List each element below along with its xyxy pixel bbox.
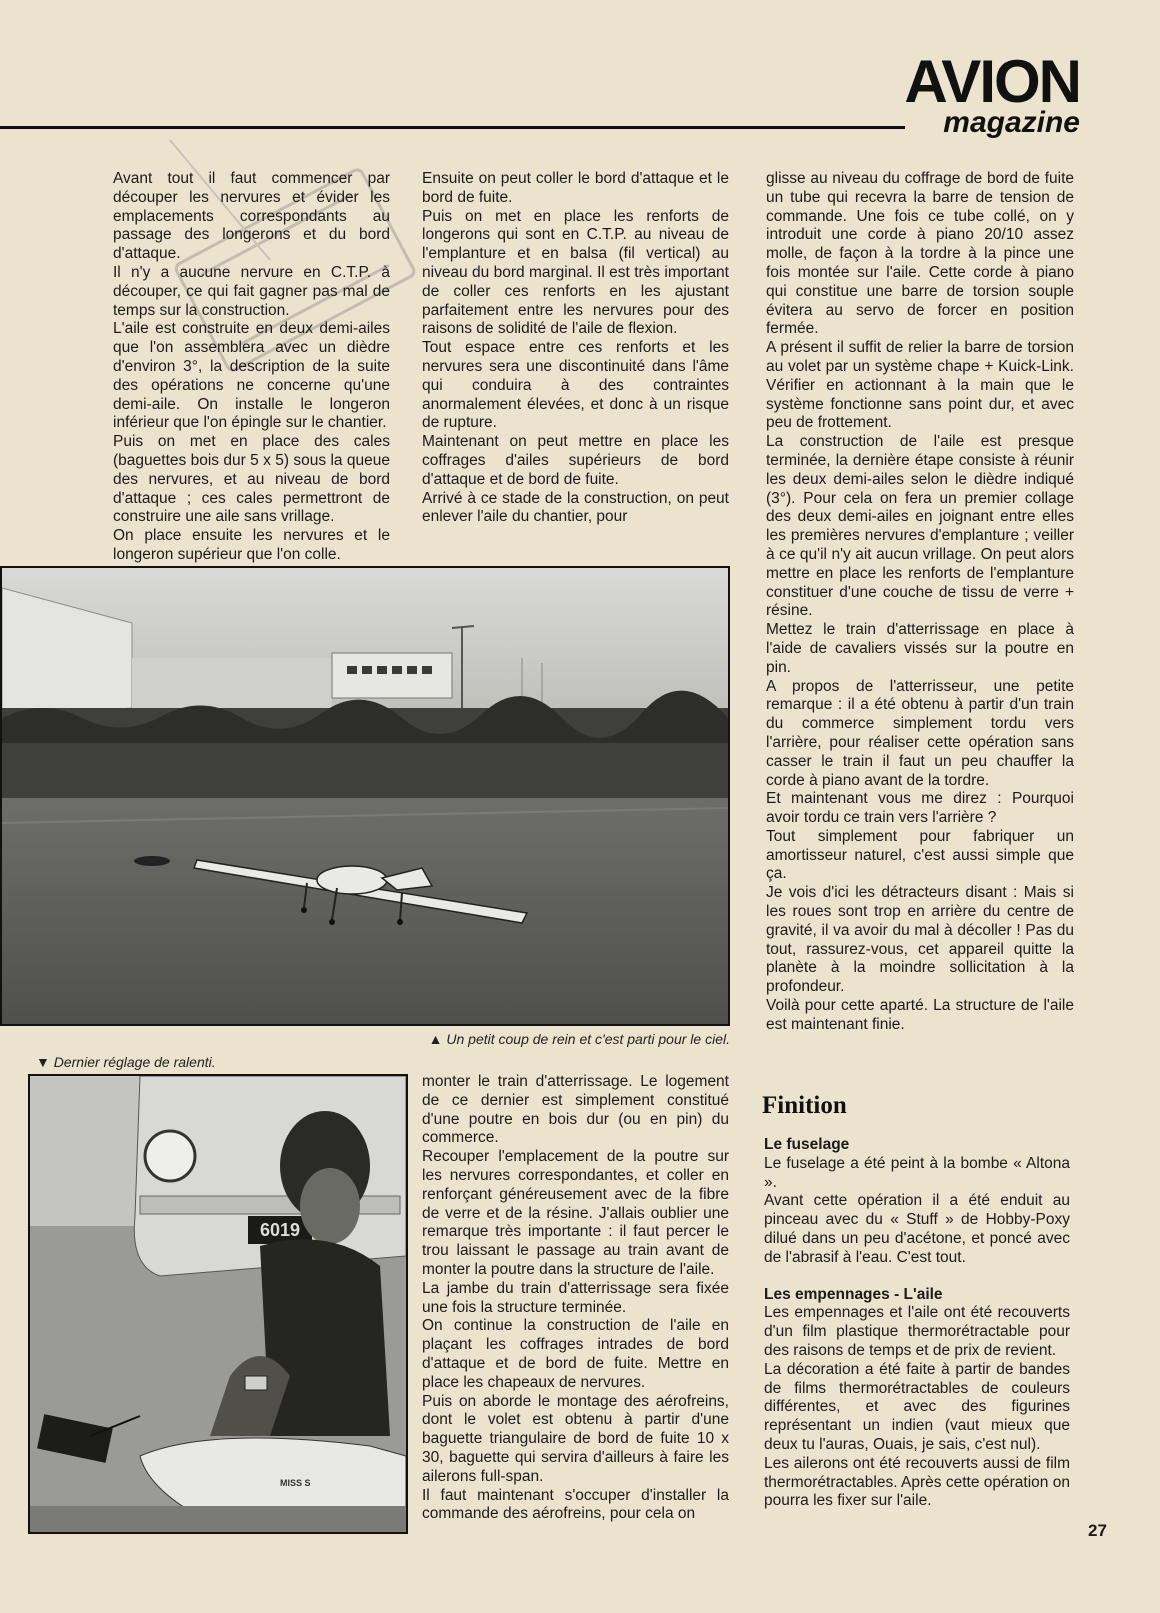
subheading-empennages: Les empennages - L'aile (764, 1285, 943, 1303)
paragraph: La décoration a été faite à partir de bandes de films thermorétractables de couleurs différentes, et avec des figurines représentant un indien (vaut mieux que deux tu l'auras, Ouais, je sais, c'est nul). (764, 1360, 1070, 1453)
paragraph: Recouper l'emplacement de la poutre sur les nervures correspondantes, et coller en renforçant généreusement avec de la fibre de verre et de la résine. J'allais oublier une remarque très importante : il faut percer le trou laissant le passage au train avant de monter la poutre dans la structure de l'aile. (422, 1148, 729, 1278)
paragraph: glisse au niveau du coffrage de bord de fuite un tube qui recevra la barre de tension de commande. Une fois ce tube collé, on y introduit une corde à piano 20/10 assez molle, de façon à la tordre à la pince une fois montée sur l'aile. Cette corde à piano qui constitue une barre de torsion souple évitera au servo de forcer en position fermée. (766, 170, 1074, 338)
text-column-3 (766, 170, 1074, 1035)
license-plate-text: 6019 (259, 1220, 301, 1240)
paragraph: Il n'y a aucune nervure en C.T.P. à découper, ce qui fait gagner pas mal de temps sur la construction. (113, 263, 390, 319)
paragraph: Voilà pour cette aparté. La structure de l'aile est maintenant finie. (766, 997, 1074, 1033)
photo-plane-image (2, 568, 728, 1024)
subheading-fuselage: Le fuselage (764, 1136, 850, 1153)
photo-man-image (30, 1076, 406, 1532)
text-column-finition (764, 1136, 1070, 1511)
page-number: 27 (1088, 1521, 1107, 1540)
caption-man: ▼ Dernier réglage de ralenti. (36, 1054, 216, 1070)
paragraph: Je vois d'ici les détracteurs disant : Mais si les roues sont trop en arrière du centre de gravité, il va avoir du mal à décoller ! Pas du tout, rassurez-vous, cet appareil quitte la planète à la moindre sollicitation à la profondeur. (766, 884, 1074, 996)
paragraph: monter le train d'atterrissage. Le logement de ce dernier est simplement constitué d'une poutre en bois dur (ou en pin) du commerce. (422, 1073, 729, 1147)
photo-plane-takeoff (0, 566, 730, 1026)
spacer (764, 1268, 1070, 1286)
paragraph: Puis on met en place des cales (baguettes bois dur 5 x 5) sous la queue des nervures, et au niveau de bord d'attaque ; ces cales permettront de construire une aile sans vrillage. (113, 433, 390, 526)
caption-plane: ▲ Un petit coup de rein et c'est parti pour le ciel. (428, 1031, 730, 1047)
masthead (904, 48, 1080, 139)
paragraph: L'aile est construite en deux demi-ailes que l'on assemblera avec un dièdre d'environ 3°, la description de la suite des opérations ne concerne qu'une demi-aile. On installe le longeron inférieur que l'on épingle sur le chantier. (113, 320, 390, 432)
paragraph: Avant tout il faut commencer par découper les nervures et évider les emplacements correspondants au passage des longerons et du bord d'attaque. (113, 170, 390, 263)
paragraph: On continue la construction de l'aile en plaçant les coffrages intrades de bord d'attaque et de bord de fuite. Mettre en place les chapeaux de nervures. (422, 1317, 729, 1391)
magazine-title: AVION (904, 48, 1080, 115)
paragraph: Arrivé à ce stade de la construction, on peut enlever l'aile du chantier, pour (422, 489, 729, 526)
paragraph: Les ailerons ont été recouverts aussi de film thermorétractables. Après cette opération on pourra les fixer sur l'aile. (764, 1454, 1070, 1510)
text-column-4 (422, 1073, 729, 1524)
header-rule (0, 126, 905, 129)
text-column-2 (422, 170, 729, 527)
magazine-subtitle: magazine (943, 106, 1080, 139)
paragraph: Il faut maintenant s'occuper d'installer la commande des aérofreins, pour cela on (422, 1486, 729, 1523)
paragraph: Puis on met en place les renforts de longerons qui sont en C.T.P. au niveau de l'emplanture et en balsa (fil vertical) au niveau du bord marginal. Il est très important de coller ces renforts en les ajustant parfaitement entre les nervures pour des raisons de solidité de l'aile de flexion. (422, 207, 729, 338)
paragraph: A présent il suffit de relier la barre de torsion au volet par un système chape + Kuick-Link. Vérifier en actionnant à la main que le système fonctionne sans point dur, et avec peu de frottement. (766, 339, 1074, 432)
paragraph: Mettez le train d'atterrissage en place à l'aide de cavaliers vissés sur la poutre en pin. (766, 621, 1074, 676)
paragraph: Maintenant on peut mettre en place les coffrages d'ailes supérieurs de bord d'attaque et de bord de fuite. (422, 433, 729, 488)
paragraph: Les empennages et l'aile ont été recouverts d'un film plastique thermorétractable pour des raisons de temps et de prix de revient. (764, 1304, 1070, 1359)
paragraph: Puis on aborde le montage des aérofreins, dont le volet est obtenu à partir d'une baguette triangulaire de bord de fuite 10 x 30, baguette qui servira d'ailleurs à faire les ailerons full-span. (422, 1392, 729, 1485)
paragraph: Avant cette opération il a été enduit au pinceau avec du « Stuff » de Hobby-Poxy dilué dans un peu d'acétone, et poncé avec de l'abrasif à l'eau. C'est tout. (764, 1192, 1070, 1266)
fuselage-label-text: MISS S (280, 1478, 311, 1488)
paragraph: La jambe du train d'atterrissage sera fixée une fois la structure terminée. (422, 1279, 729, 1316)
paragraph: La construction de l'aile est presque terminée, la dernière étape consiste à réunir les deux demi-ailes selon le dièdre indiqué (3°). Pour cela on fera un premier collage des deux demi-ailes en joignant entre elles les premières nervures d'emplanture ; veiller à ce qu'il n'y ait aucun vrillage. On peut alors mettre en place les renforts de l'emplanture constituer d'une couche de tissu de verre + résine. (766, 433, 1074, 620)
paragraph: Le fuselage a été peint à la bombe « Altona ». (764, 1154, 1070, 1191)
paragraph: A propos de l'atterrisseur, une petite remarque : il a été obtenu à partir d'un train du commerce simplement tordu vers l'arrière, pour réaliser cette opération sans casser le train il faut un peu chauffer la corde à piano avant de la tordre. (766, 677, 1074, 789)
paragraph: On place ensuite les nervures et le longeron supérieur que l'on colle. (113, 527, 390, 563)
paragraph: Ensuite on peut coller le bord d'attaque et le bord de fuite. (422, 170, 729, 206)
paragraph: Tout simplement pour fabriquer un amortisseur naturel, c'est aussi simple que ça. (766, 827, 1074, 883)
paragraph: Tout espace entre ces renforts et les nervures sera une discontinuité dans l'âme qui conduira à des contraintes anormalement élevées, et donc à un risque de rupture. (422, 339, 729, 432)
paragraph: Et maintenant vous me direz : Pourquoi avoir tordu ce train vers l'arrière ? (766, 790, 1074, 827)
section-title-finition: Finition (762, 1092, 847, 1119)
photo-engine-adjustment (28, 1074, 408, 1534)
text-column-1 (113, 170, 390, 565)
